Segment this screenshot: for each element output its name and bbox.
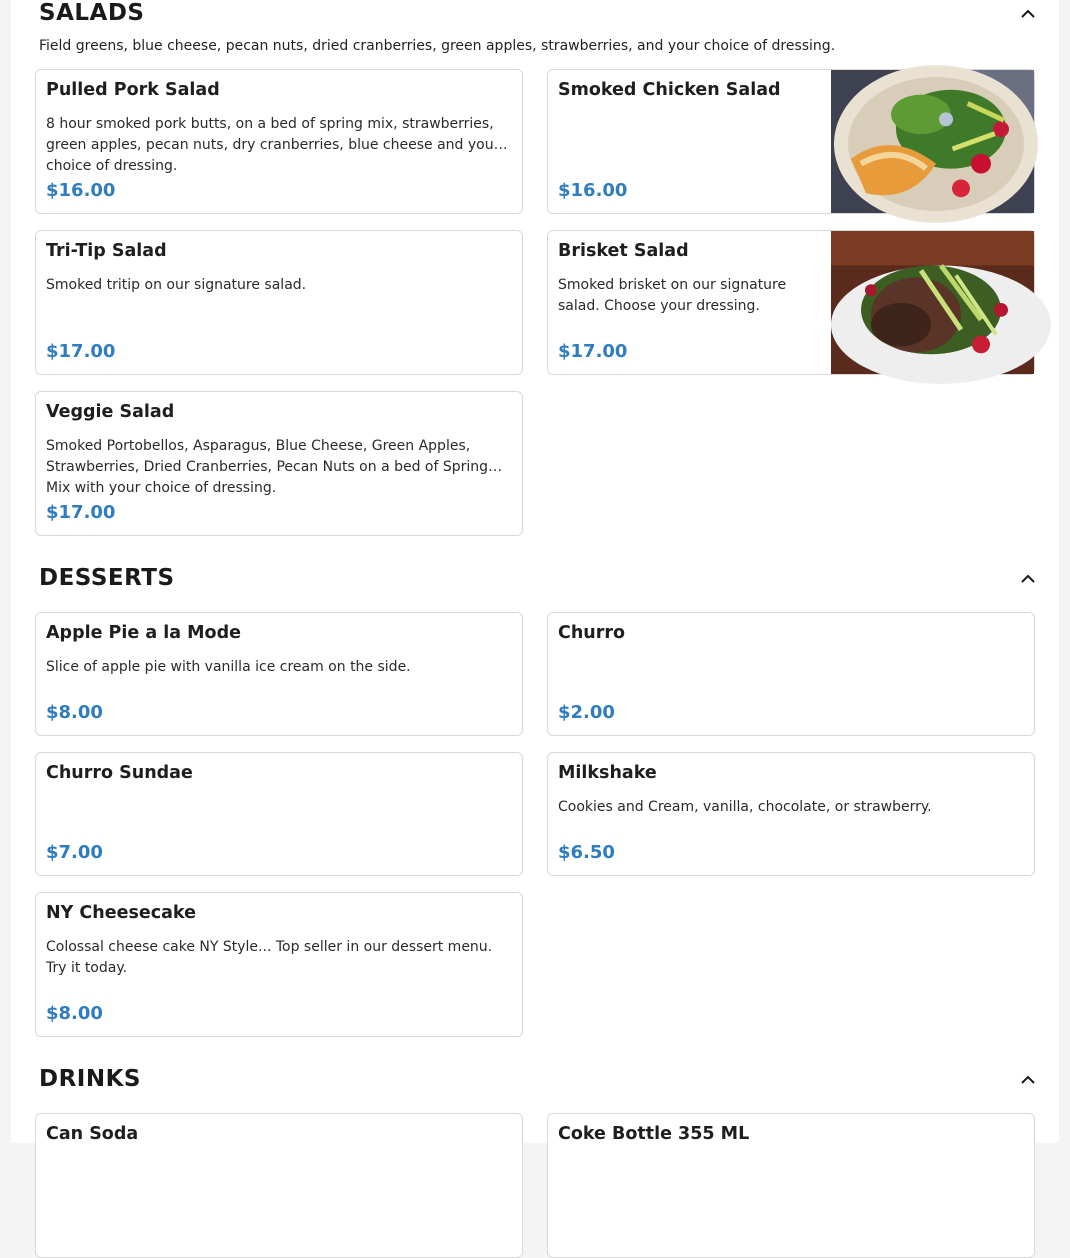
item-price: $2.00 xyxy=(558,702,615,723)
item-name: Coke Bottle 355 ML xyxy=(558,1124,750,1144)
section-title: DESSERTS xyxy=(39,565,175,591)
menu-item-card[interactable] xyxy=(35,230,523,375)
item-price: $16.00 xyxy=(46,180,116,201)
item-name: Smoked Chicken Salad xyxy=(558,80,781,100)
item-description: Cookies and Cream, vanilla, chocolate, or strawberry. xyxy=(558,799,932,815)
section-description: Field greens, blue cheese, pecan nuts, dried cranberries, green apples, strawberries, and your choice of dressing. xyxy=(39,38,836,54)
item-description: Smoked Portobellos, Asparagus, Blue Cheese, Green Apples, Strawberries, Dried Cranberries, Pecan Nuts on a bed of Spring Mix with your choice of dressing. xyxy=(46,438,489,496)
item-price: $8.00 xyxy=(46,1003,103,1024)
item-price: $17.00 xyxy=(46,502,116,523)
item-description: Smoked brisket on our signature salad. Choose your dressing. xyxy=(558,277,787,314)
item-name: Veggie Salad xyxy=(46,402,175,422)
brisket-salad-photo xyxy=(831,231,1034,374)
item-name: Tri-Tip Salad xyxy=(46,241,167,261)
chevron-up-icon[interactable] xyxy=(1017,2,1039,24)
menu-item-card[interactable] xyxy=(35,752,523,876)
item-description: Slice of apple pie with vanilla ice cream on the side. xyxy=(46,659,411,675)
section-header-salads[interactable] xyxy=(39,0,1039,40)
section-header-drinks[interactable] xyxy=(39,1066,1039,1106)
menu-item-card[interactable] xyxy=(547,752,1035,876)
section-header-desserts[interactable] xyxy=(39,565,1039,605)
menu-item-card[interactable] xyxy=(35,69,523,214)
item-price: $17.00 xyxy=(46,341,116,362)
item-price: $17.00 xyxy=(558,341,628,362)
menu-item-card[interactable] xyxy=(547,612,1035,736)
item-name: Brisket Salad xyxy=(558,241,689,261)
item-description: Colossal cheese cake NY Style... Top seller in our dessert menu. Try it today. xyxy=(46,939,493,976)
menu-item-card[interactable] xyxy=(35,1113,523,1258)
section-title: DRINKS xyxy=(39,1066,141,1092)
item-price: $6.50 xyxy=(558,842,615,863)
menu-item-card[interactable] xyxy=(547,69,1035,214)
item-name: NY Cheesecake xyxy=(46,903,196,923)
item-price: $16.00 xyxy=(558,180,628,201)
menu-item-card[interactable] xyxy=(547,1113,1035,1258)
item-price: $8.00 xyxy=(46,702,103,723)
item-name: Churro Sundae xyxy=(46,763,193,783)
menu-item-card[interactable] xyxy=(35,892,523,1037)
menu-item-card[interactable] xyxy=(35,391,523,536)
item-name: Can Soda xyxy=(46,1124,139,1144)
item-description: Smoked tritip on our signature salad. xyxy=(46,277,307,293)
chevron-up-icon[interactable] xyxy=(1017,1068,1039,1090)
item-name: Milkshake xyxy=(558,763,657,783)
menu-item-card[interactable] xyxy=(35,612,523,736)
item-description: 8 hour smoked pork butts, on a bed of spring mix, strawberries, green apples, pecan nuts, dry cranberries, blue cheese and your choice of dressing. xyxy=(46,116,500,174)
item-price: $7.00 xyxy=(46,842,103,863)
menu-page xyxy=(11,0,1059,1143)
menu-item-card[interactable] xyxy=(547,230,1035,375)
item-name: Churro xyxy=(558,623,626,643)
item-name: Pulled Pork Salad xyxy=(46,80,220,100)
section-title: SALADS xyxy=(39,0,145,26)
item-name: Apple Pie a la Mode xyxy=(46,623,241,643)
chevron-up-icon[interactable] xyxy=(1017,567,1039,589)
smoked-chicken-salad-photo xyxy=(831,70,1034,213)
